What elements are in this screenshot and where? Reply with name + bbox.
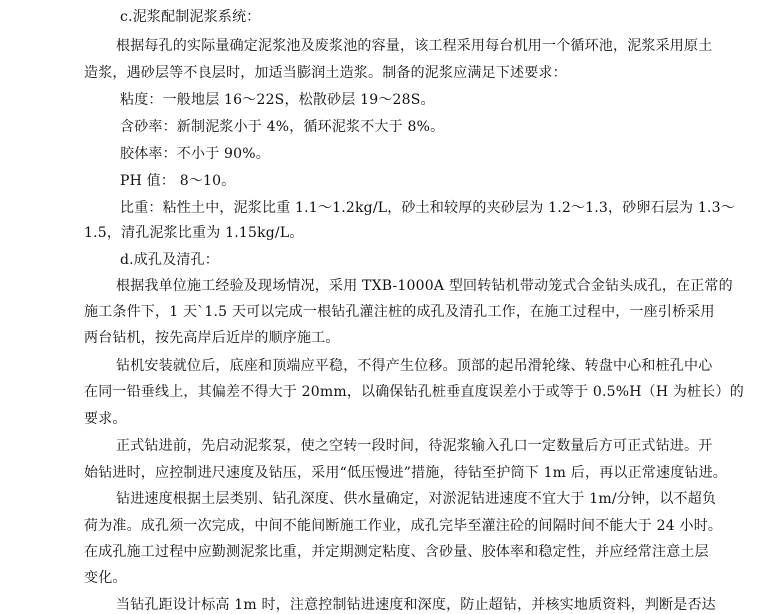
paragraph-line: 根据我单位施工经验及现场情况，采用 TXB-1000A 型回转钻机带动笼式合金钻头成孔，在正常的	[116, 278, 733, 294]
paragraph-line: 变化。	[84, 570, 127, 586]
requirement-colloid-rate: 胶体率：不小于 90%。	[120, 146, 270, 162]
paragraph-line: 当钻孔距设计标高 1m 时，注意控制钻进速度和深度，防止超钻，并核实地质资料，判断是否达	[116, 597, 716, 613]
paragraph-line: 荷为准。成孔须一次完成，中间不能间断施工作业，成孔完毕至灌注砼的间隔时间不能大于 24 小时。	[84, 518, 723, 534]
requirement-viscosity: 粘度：一般地层 16～22S，松散砂层 19～28S。	[120, 92, 435, 108]
paragraph-line: 钻进速度根据土层类别、钻孔深度、供水量确定，对淤泥钻进速度不宜大于 1m/分钟，以不超负	[116, 491, 717, 507]
requirement-ph: PH 值： 8～10。	[120, 173, 236, 189]
requirement-sand-content: 含砂率：新制泥浆小于 4%，循环泥浆不大于 8%。	[120, 119, 445, 135]
paragraph-line: 1.5，清孔泥浆比重为 1.15kg/L。	[84, 225, 304, 241]
section-c-heading: c.泥浆配制泥浆系统：	[120, 9, 261, 25]
paragraph-line: 始钻进时，应控制进尺速度及钻压，采用“低压慢进”措施，待钻至护筒下 1m 后，再以正常速度钻进。	[84, 465, 727, 481]
paragraph-line: 根据每孔的实际量确定泥浆池及废浆池的容量，该工程采用每台机用一个循环池，泥浆采用原土	[116, 38, 713, 54]
paragraph-line: 两台钻机，按先高岸后近岸的顺序施工。	[84, 330, 340, 346]
paragraph-line: 施工条件下，1 天`1.5 天可以完成一根钻孔灌注桩的成孔及清孔工作，在施工过程中，一座引桥采用	[84, 304, 715, 320]
paragraph-line: 正式钻进前，先启动泥浆泵，使之空转一段时间，待泥浆输入孔口一定数量后方可正式钻进。开	[116, 438, 713, 454]
paragraph-line: 比重：粘性土中，泥浆比重 1.1～1.2kg/L，砂土和较厚的夹砂层为 1.2～1.3，砂卵石层为 1.3～	[120, 200, 735, 216]
section-d-heading: d.成孔及清孔：	[120, 252, 220, 268]
paragraph-line: 钻机安装就位后，底座和顶端应平稳，不得产生位移。顶部的起吊滑轮缘、转盘中心和桩孔中心	[116, 358, 713, 374]
paragraph-line: 在同一铅垂线上，其偏差不得大于 20mm，以确保钻孔桩垂直度误差小于或等于 0.5%H（H 为桩长）的	[84, 384, 744, 400]
paragraph-line: 要求。	[84, 411, 127, 427]
paragraph-line: 在成孔施工过程中应勤测泥浆比重，并定期测定粘度、含砂量、胶体率和稳定性，并应经常注意土层	[84, 544, 709, 560]
paragraph-line: 造浆，遇砂层等不良层时，加适当膨润土造浆。制备的泥浆应满足下述要求：	[84, 65, 567, 81]
